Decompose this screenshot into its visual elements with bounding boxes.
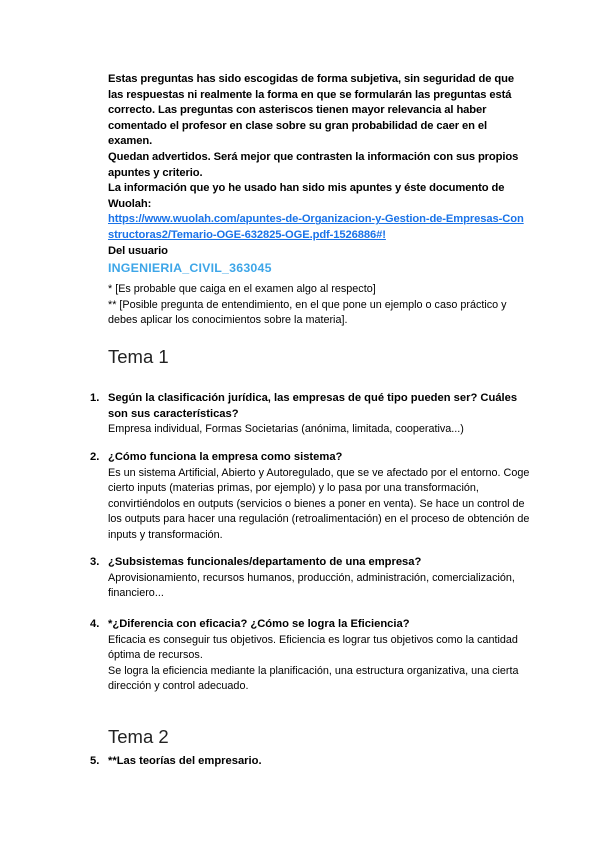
question-number: 1. (90, 392, 100, 404)
user-id: INGENIERIA_CIVIL_363045 (108, 261, 272, 276)
intro-block (108, 72, 528, 277)
section-heading-tema-2: Tema 2 (108, 726, 169, 747)
question-title: ¿Cómo funciona la empresa como sistema? (108, 451, 343, 463)
section-heading-tema-1: Tema 1 (108, 346, 169, 367)
disclaimer-text: Estas preguntas has sido escogidas de forma subjetiva, sin seguridad de que las respuestas ni realmente la forma en que se formularán las preguntas está correcto. Las preguntas con asteriscos tienen mayor relevancia al haber comentado el profesor en clase sobre su gran probabilidad de caer en el examen. (108, 73, 514, 148)
question-title: Según la clasificación jurídica, las empresas de qué tipo pueden ser? Cuáles son sus características? (108, 392, 518, 420)
question-number: 2. (90, 451, 100, 463)
question-item (90, 754, 530, 770)
question-item (90, 450, 530, 544)
question-title: ¿Subsistemas funcionales/departamento de una empresa? (108, 556, 422, 568)
question-number: 4. (90, 618, 100, 630)
question-title: **Las teorías del empresario. (108, 755, 262, 767)
question-item (90, 555, 530, 602)
question-answer: Es un sistema Artificial, Abierto y Autoregulado, que se ve afectado por el entorno. Coge cierto inputs (materias primas, por ejemplo) y lo pasa por una transformación, convirtiéndolos en outputs (servicios o bienes a poner en venta). Se hace un control de los outputs para hacer una regulación (retroalimentación) en el proceso de obtención de inputs y transformación. (108, 466, 530, 541)
warning-text: Quedan advertidos. Será mejor que contrasten la información con sus propios apuntes y criterio. (108, 150, 519, 179)
note-single-asterisk: * [Es probable que caiga en el examen algo al respecto] (108, 283, 376, 295)
legend-notes (108, 282, 528, 329)
question-item (90, 617, 530, 695)
note-double-asterisk: ** [Posible pregunta de entendimiento, en el que pone un ejemplo o caso práctico y debes aplicar los conocimientos sobre la materia]. (108, 298, 507, 327)
question-answer: Empresa individual, Formas Societarias (anónima, limitada, cooperativa...) (108, 423, 464, 436)
question-number: 3. (90, 556, 100, 568)
question-answer: Aprovisionamiento, recursos humanos, producción, administración, comercialización, financiero... (108, 571, 515, 600)
question-answer: Eficacia es conseguir tus objetivos. Eficiencia es lograr tus objetivos como la cantidad óptima de recursos. (108, 633, 518, 662)
question-item (90, 391, 530, 438)
user-label: Del usuario (108, 244, 168, 257)
question-answer: Se logra la eficiencia mediante la planificación, una estructura organizativa, una cierta dirección y control adecuado. (108, 664, 519, 693)
source-text: La información que yo he usado han sido mis apuntes y éste documento de Wuolah: (108, 182, 505, 210)
question-number: 5. (90, 755, 100, 767)
question-title: *¿Diferencia con eficacia? ¿Cómo se logra la Eficiencia? (108, 618, 410, 630)
wuolah-link[interactable]: https://www.wuolah.com/apuntes-de-Organizacion-y-Gestion-de-Empresas-Constructoras2/Temario-OGE-632825-OGE.pdf-1526886#! (108, 213, 524, 241)
